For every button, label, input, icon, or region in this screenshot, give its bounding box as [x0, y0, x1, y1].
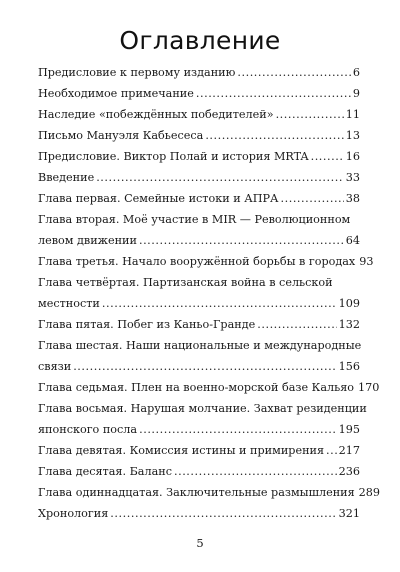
toc-entry-title: Глава пятая. Побег из Каньо-Гранде: [38, 318, 256, 331]
toc-page-number: 217: [338, 444, 360, 457]
toc-entry: [38, 251, 374, 272]
toc-page-number: 289: [358, 486, 381, 499]
dot-leader: [205, 125, 343, 146]
toc-entry-line: [38, 146, 360, 167]
toc-entry-title: Глава восьмая. Нарушая молчание. Захват резиденции: [38, 402, 367, 415]
dot-leader: [73, 356, 336, 377]
toc-entry: [38, 440, 360, 461]
toc-entry-line: [38, 209, 360, 230]
toc-entry: [38, 314, 360, 335]
toc-entry: [38, 503, 360, 524]
toc-entry-line: [38, 335, 360, 356]
toc-entry-line: [38, 83, 360, 104]
toc-entry-title: Глава четвёртая. Партизанская война в сельской: [38, 276, 333, 289]
toc-entry-title: Предисловие. Виктор Полай и история MRTA: [38, 150, 309, 163]
toc-entry-line: [38, 440, 360, 461]
toc-entry: [38, 209, 360, 251]
toc-entry: [38, 188, 360, 209]
toc-entry-title: Глава десятая. Баланс: [38, 465, 172, 478]
toc-page-number: 6: [352, 66, 360, 79]
toc-page-number: 9: [352, 87, 360, 100]
toc-entry: [38, 125, 360, 146]
toc-entry-title: местности: [38, 297, 100, 310]
toc-entry-line: [38, 125, 360, 146]
dot-leader: [174, 461, 337, 482]
dot-leader: [139, 419, 337, 440]
toc-entry-line: [38, 272, 360, 293]
toc-entry: [38, 398, 367, 440]
toc-entry-title: Глава девятая. Комиссия истины и примирения: [38, 444, 325, 457]
toc-page-number: 321: [338, 507, 360, 520]
toc-entry-title: Наследие «побеждённых победителей»: [38, 108, 274, 121]
dot-leader: [326, 440, 337, 461]
dot-leader: [102, 293, 337, 314]
toc-entry-title: Предисловие к первому изданию: [38, 66, 236, 79]
toc-entry-line: [38, 230, 360, 251]
toc-entry: [38, 62, 360, 83]
toc-entry-line: [38, 482, 381, 503]
page-title: Оглавление: [119, 26, 281, 55]
toc-page-number: 13: [345, 129, 360, 142]
toc-entry-title: левом движении: [38, 234, 137, 247]
toc-entry-line: [38, 293, 360, 314]
dot-leader: [237, 62, 351, 83]
toc-entry-line: [38, 167, 360, 188]
toc-page-number: 16: [345, 150, 360, 163]
toc-entry-line: [38, 419, 360, 440]
dot-leader: [276, 104, 344, 125]
toc-entry-title: Глава первая. Семейные истоки и АПРА: [38, 192, 279, 205]
dot-leader: [257, 314, 336, 335]
toc-page-number: 11: [345, 108, 360, 121]
toc-entry-title: Глава шестая. Наши национальные и международные: [38, 339, 362, 352]
page-number: 5: [196, 536, 204, 550]
toc-entry-title: японского посла: [38, 423, 138, 436]
toc-page-number: 156: [338, 360, 360, 373]
toc-entry: [38, 377, 380, 398]
dot-leader: [96, 167, 344, 188]
toc-page-number: 170: [358, 381, 380, 394]
toc-entry-title: Введение: [38, 171, 95, 184]
toc-page-number: 132: [338, 318, 360, 331]
toc-entry-line: [38, 377, 380, 398]
toc-entry-title: Глава вторая. Моё участие в MIR — Революционном: [38, 213, 351, 226]
toc-entry-title: Хронология: [38, 507, 109, 520]
toc-entry-title: Необходимое примечание: [38, 87, 194, 100]
toc-page-number: 195: [338, 423, 360, 436]
toc-entry: [38, 167, 360, 188]
toc-entry: [38, 272, 360, 314]
toc-entry: [38, 104, 360, 125]
toc-entry-line: [38, 461, 360, 482]
toc-entry-title: Глава седьмая. Плен на военно-морской базе Кальяо: [38, 381, 354, 394]
toc-entry-line: [38, 62, 360, 83]
toc-page-number: 38: [345, 192, 360, 205]
toc-entry-title: Глава третья. Начало вооружённой борьбы в городах: [38, 255, 356, 268]
toc-page-number: 33: [345, 171, 360, 184]
toc-entry: [38, 146, 360, 167]
toc-entry-title: Глава одиннадцатая. Заключительные размышления: [38, 486, 355, 499]
toc-page-number: 236: [338, 465, 360, 478]
toc-page-number: 64: [345, 234, 360, 247]
dot-leader: [280, 188, 343, 209]
dot-leader: [110, 503, 336, 524]
toc-page-number: 93: [359, 255, 374, 268]
toc-entry: [38, 83, 360, 104]
toc-entry-line: [38, 104, 360, 125]
toc-entry: [38, 335, 360, 377]
toc-entry-title: Письмо Мануэля Кабьесеса: [38, 129, 204, 142]
toc-entry-title: связи: [38, 360, 72, 373]
dot-leader: [311, 146, 344, 167]
toc-entry-line: [38, 356, 360, 377]
toc-entry-line: [38, 251, 374, 272]
dot-leader: [196, 83, 351, 104]
toc-entry-line: [38, 503, 360, 524]
toc-entry: [38, 482, 381, 503]
toc-page-number: 109: [338, 297, 360, 310]
dot-leader: [139, 230, 344, 251]
toc-entry-line: [38, 314, 360, 335]
toc-entry: [38, 461, 360, 482]
toc-entry-line: [38, 188, 360, 209]
toc-entry-line: [38, 398, 367, 419]
table-of-contents: [38, 62, 381, 524]
